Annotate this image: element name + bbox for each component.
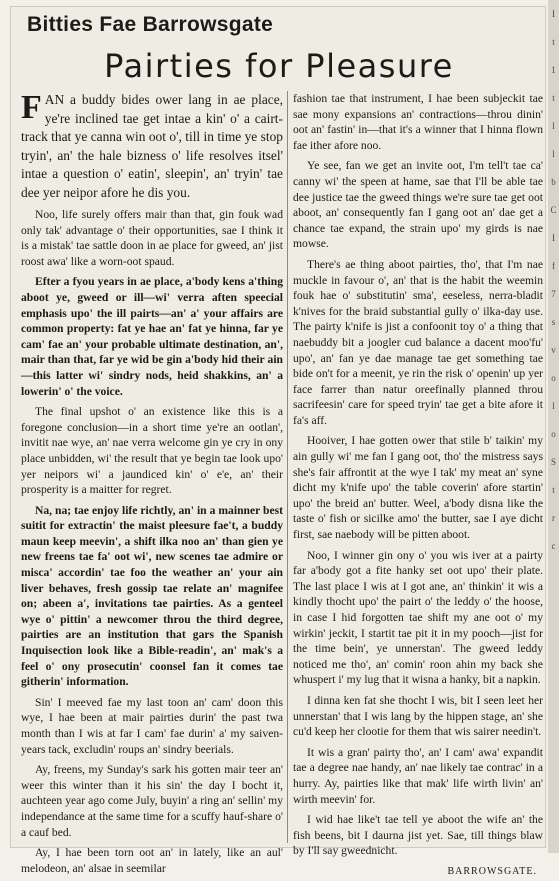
edge-fragment: t: [552, 37, 555, 47]
column-divider: [287, 91, 288, 843]
edge-fragment: s: [551, 317, 556, 327]
edge-fragment: 1: [551, 65, 556, 75]
edge-fragment: C: [550, 205, 557, 215]
author-signature: BARROWSGATE.: [447, 865, 537, 877]
paragraph: Ay, I hae been torn oot an' in lately, like an aul' melodeon, an' alsae in seemilar: [21, 846, 283, 875]
paragraph-opening: [21, 91, 283, 202]
paragraph: It wis a gran' pairty tho', an' I cam' awa' expandit tae a degree nae handy, an' nae likely tae contrac' in a hurry. Ay, pairties like that mak' life wirth livin' an' wirth meevin' for.: [293, 745, 543, 806]
edge-fragment: l: [552, 121, 555, 131]
paragraph: Sin' I meeved fae my last toon an' cam' doon this wye, I hae been at mair pairties durin' the past twa month than I wis at far I cam' fae durin' a' my saiven-years tack, excludin' roups an' sindry beerials.: [21, 695, 283, 756]
newspaper-clipping: [10, 6, 546, 877]
edge-fragment: S: [550, 457, 556, 467]
edge-fragment: I: [552, 233, 555, 243]
paragraph: Noo, I winner gin ony o' you wis iver at a pairty far a'body got a fite hanky set oot upo' their plate. The last place I wis at I got ane, an' thinkin' it wis a kindly thocht upo' the pairt o' the leddy o' the hoose, in case I hid forgotten tae shift my ane oot o' my wirkin' jeckit, I startit tae pit it in my pooch—jist for the time bein', ye unnerstan'. The gweed leddy noticed me tho', an' comin' roon ahin my back she whuspert i' my lug that it wisna a hanky, bit a napkin.: [293, 548, 543, 687]
paragraph: I wid hae like't tae tell ye aboot the wife an' the fish beens, bit I daurna jist yet. Sae, till things blaw by I'll say gweednicht.: [293, 813, 543, 858]
paragraph: The final upshot o' an existence like this is a foregone conclusion—in a short time ye're an ootlan', invitit nae wye, an' nae verra welcome gin ye cry in ony place unbidden, wi' the result that ye begin tae look upo' yer neipors wi' a jaundiced kin' o' e'e, an' their prosperity is a maitter for regret.: [21, 405, 283, 497]
paragraph-continued: fashion tae that instrument, I hae been subjeckit tae sae mony expansions an' contractions—throu dinin' oot an' fastin' in—that it's a winner that I hinna flown fae ither afore noo.: [293, 92, 543, 152]
adjacent-clipping-edge: [548, 0, 559, 853]
paragraph: Efter a fyou years in ae place, a'body kens a'thing aboot ye, gweed or ill—wi' verra aften speecial emphasis upo' the ill pairts—an' a' your affairs are common property: fat ye hae an' fat ye hinna, far ye cam' fae an' your probable ultimate destination, an', mair than that, far ye wid be gin a'body hid their ain—this latter wi' sindry nods, heid shakkins, an' a lowerin' o' the voice.: [21, 275, 283, 398]
edge-fragment: t: [552, 485, 555, 495]
edge-fragment: l: [552, 149, 555, 159]
paragraph: Hooiver, I hae gotten ower that stile b' taikin' my ain gully wi' me fan I gang oot, tho' the mistress says she's fair affrontit at the wye I tak' my meat an' syne dicht my k'nife upo' the table coverin' afore startin' upo' the breid an' butter. Weel, a'body disna like the taste o' fish or sicilke amo' the butter, sae I aye dicht first, sae naebody will be pitten aboot.: [293, 434, 543, 542]
edge-fragment: o: [551, 373, 556, 383]
paragraph: I dinna ken fat she thocht I wis, bit I seen leet her unnerstan' that I wis lang by the hippen stage, an' she cu'd keep her clootie for them that wis sairer needin't.: [293, 693, 543, 739]
edge-fragment: o: [551, 429, 556, 439]
edge-fragment: c: [551, 541, 556, 551]
paragraph: There's ae thing aboot pairties, tho', that I'm nae muckle in favour o', an' that is the habit the weemin fouk hae o' substitutin' sma', eeseless, nerra-bladit k'nives for the braid substantial gully o' ilka-day use. The pairty k'nife is jist a confoonit toy o' a thing that naebuddy bit a joogler cud balance a dacent moo'fu' upo', an' fan ye dae manage tae get something tae bide on't for a meenit, ye rin the risk o' openin' up yer face farrer than natur oreefinally planned throu sacrifeesin' care for speed tryin' tae get a bite afore it fa's aff.: [293, 257, 543, 427]
edge-fragment: f: [552, 261, 555, 271]
article-column-right: [293, 91, 543, 880]
paragraph: Noo, life surely offers mair than that, gin fouk wad only tak' advantage o' their opportunities, sae I think it is a mistak' tae sattle doon in ae place for gweed, an' jist roost awa' like a worn-oot spaud.: [21, 208, 283, 268]
edge-fragment: b: [551, 177, 556, 187]
paragraph: Ye see, fan we get an invite oot, I'm tell't tae ca' canny wi' the speen at hame, sae that I'll be able tae dee justice tae the gweed things we're sure tae get oot aboot, an' consequently fan I gang oot an' dae get a chance tae expand, the strain upo' my girds is nae mowse.: [293, 159, 543, 251]
paragraph: Ay, freens, my Sunday's sark his gotten mair teer an' weer this winter than it his sin' the day I bocht it, auchteen year ago come July, buyin' a ring an' sellin' my independance at the same time for a scuffy hauf-share o' a cauf bed.: [21, 763, 283, 839]
opening-text: AN a buddy bides ower lang in ae place, ye're inclined tae get intae a kin' o' a cairt-track that ye canna win oot o', till in time ye stop tryin', an' the hale bizness o' life resolves itsel' intae a question o' eatin', sleepin', an' tryin' tae dee yer neipor afore he dis you.: [21, 92, 283, 200]
edge-fragment: v: [551, 345, 556, 355]
edge-fragment: I: [552, 9, 555, 19]
edge-fragment: t: [552, 93, 555, 103]
edge-fragment: l: [552, 401, 555, 411]
dropcap-letter: F: [21, 89, 42, 126]
edge-fragment: r: [552, 513, 555, 523]
paragraph: Na, na; tae enjoy life richtly, an' in a mainner best suitit for extractin' the maist pleesure fae't, a buddy maun keep meevin', a shift ilka noo an' than gien ye new freens tae fa' oot wi', new scenes tae admire or misca' accordin' tae foo the weather an' your ain liver behaves, fresh gossip tae relate an' magnifee on; abeen a', invitations tae pairties. As a genteel wye o' pittin' a newcomer throu the third degree, pairties are an institution that gars the Spanish Inquisection look like a Bible-readin', an' mak's a feel o' ony prosecutin' coonsel fan it comes tae githerin' information.: [21, 503, 283, 689]
article-column-left: [21, 91, 283, 881]
column-kicker: Bitties Fae Barrowsgate: [27, 13, 274, 36]
edge-fragment: 7: [551, 289, 556, 299]
article-headline: Pairties for Pleasure: [104, 47, 454, 85]
